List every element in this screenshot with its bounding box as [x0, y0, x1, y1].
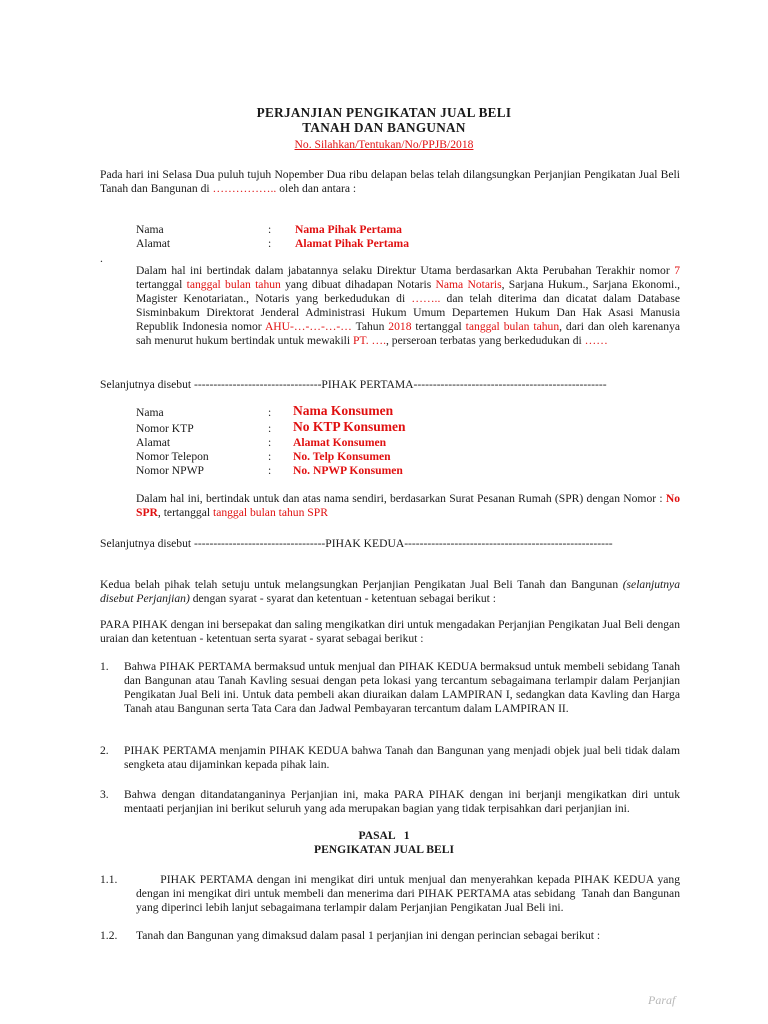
party1-field-value: Alamat Pihak Pertama	[295, 237, 409, 250]
party1-desc-text: Dalam hal ini bertindak dalam jabatannya selaku Direktur Utama berdasarkan Akta Perubahan Terakhir nomor	[136, 264, 675, 277]
party1-desc-text: , perseroan terbatas yang berkedudukan di	[386, 334, 585, 347]
party2-field-row	[136, 450, 696, 464]
list-item-text: Bahwa dengan ditandatanganinya Perjanjian ini, maka PARA PIHAK dengan ini berjanji mengikatkan diri untuk mentaati perjanjian ini berikut seluruh yang ada merupakan bagian yang tidak terpisahkan dari perjanjian ini.	[124, 788, 680, 815]
party2-field-label: Nama	[136, 406, 164, 419]
akta-number: 7	[674, 264, 680, 277]
paraf-label: Paraf	[648, 993, 676, 1007]
party2-field-value: No. NPWP Konsumen	[293, 464, 403, 477]
list-item-number: 2.	[100, 744, 109, 757]
party1-field-colon: :	[268, 237, 272, 250]
party2-description	[136, 492, 680, 520]
party2-field-value: Alamat Konsumen	[293, 436, 387, 449]
party1-desc-text: yang dibuat dihadapan Notaris	[280, 278, 436, 291]
akta-date: tanggal bulan tahun	[186, 278, 281, 291]
pasal-item-number: 1.1.	[100, 873, 118, 886]
party2-field-row	[136, 404, 696, 420]
party2-field-label: Alamat	[136, 436, 171, 449]
party1-desc-text: dan telah diterima dan dicatat dalam Database Sisminbakum Direktorat Jenderal Administrasi Hukum Umum Departemen Hukum Dan Hak Asasi Manusia Republik Indonesia nomor	[136, 292, 680, 333]
intro-text-1: Pada hari ini Selasa Dua puluh tujuh Nopember Dua ribu delapan belas telah dilangsungkan Perjanjian Pengikatan Jual Beli Tanah dan Bangunan di	[100, 168, 680, 195]
party2-field-row	[136, 464, 696, 478]
agreement-italic-note: (selanjutnya disebut Perjanjian)	[100, 578, 680, 605]
party1-desc-text: tertanggal	[136, 278, 187, 291]
party2-field-value: Nama Konsumen	[293, 403, 394, 418]
party1-field-label: Alamat	[136, 237, 171, 250]
pasal-1-item	[100, 929, 680, 943]
ahu-date: tanggal bulan tahun	[465, 320, 560, 333]
party1-description	[136, 264, 680, 348]
party2-field-colon: :	[268, 450, 272, 463]
pasal-item-text: Tanah dan Bangunan yang dimaksud dalam pasal 1 perjanjian ini dengan perincian sebagai berikut :	[136, 929, 601, 942]
party2-closing-line: Selanjutnya disebut ----------------------------------PIHAK KEDUA------------------------------------------------------	[100, 537, 613, 550]
pasal-1-title: PASAL 1	[358, 829, 410, 842]
party1-desc-text: , Sarjana Hukum., Sarjana Ekonomi., Magister Kenotariatan., Notaris yang berkedudukan di	[136, 278, 681, 305]
party1-desc-text: Tahun	[351, 320, 389, 333]
intro-paragraph	[100, 168, 680, 196]
party2-field-colon: :	[268, 464, 272, 477]
agreement-list-item	[100, 660, 680, 716]
party1-field-label: Nama	[136, 223, 164, 236]
agreement-paragraph-1	[100, 578, 680, 606]
party1-desc-text: , dari dan oleh karenanya sah menurut hukum bertindak untuk mewakili	[136, 320, 681, 347]
party2-field-value: No. Telp Konsumen	[293, 450, 391, 463]
list-item-text: PIHAK PERTAMA menjamin PIHAK KEDUA bahwa Tanah dan Bangunan yang menjadi objek jual beli tidak dalam sengketa atau dijaminkan kepada pihak lain.	[124, 744, 680, 771]
list-item-text: Bahwa PIHAK PERTAMA bermaksud untuk menjual dan PIHAK KEDUA bermaksud untuk membeli sebidang Tanah dan Bangunan atau Tanah Kavling sesuai dengan peta lokasi yang tercantum sebagaimana terlampir dalam Perjanjian Pengikatan Jual Beli ini. Untuk data pembeli akan diuraikan dalam LAMPIRAN I, sedangkan data Kavling dan Harga Tanah atau Bangunan serta Tata Cara dan Jadwal Pembayaran tercantum dalam LAMPIRAN II.	[124, 660, 680, 715]
party2-field-colon: :	[268, 436, 272, 449]
notaris-name: Nama Notaris	[435, 278, 502, 291]
party1-desc-text: tertanggal	[411, 320, 466, 333]
company-name: PT. ….	[353, 334, 386, 347]
party2-field-label: Nomor Telepon	[136, 450, 209, 463]
pasal-1-subtitle: PENGIKATAN JUAL BELI	[313, 843, 454, 856]
agreement-paragraph-2: PARA PIHAK dengan ini bersepakat dan saling mengikatkan diri untuk mengadakan Perjanjian Pengikatan Jual Beli dengan uraian dan ketentuan - ketentuan serta syarat - syarat sebagai berikut :	[100, 618, 680, 645]
spr-date: tanggal bulan tahun SPR	[212, 506, 328, 519]
party1-field-value: Nama Pihak Pertama	[295, 223, 402, 236]
party2-field-row	[136, 436, 696, 450]
party1-field-row	[136, 237, 696, 251]
party2-desc-text: Dalam hal ini, bertindak untuk dan atas nama sendiri, berdasarkan Surat Pesanan Rumah (SPR) dengan Nomor :	[136, 492, 666, 505]
agreement-text: Kedua belah pihak telah setuju untuk melangsungkan Perjanjian Pengikatan Jual Beli Tanah dan Bangunan	[100, 578, 623, 591]
agreement-list-item	[100, 788, 680, 816]
pasal-1-item	[100, 873, 683, 915]
party2-field-colon: :	[268, 406, 272, 419]
party2-desc-text: , tertanggal	[157, 506, 213, 519]
doc-number: No. Silahkan/Tentukan/No/PPJB/2018	[294, 138, 474, 151]
intro-place-placeholder: ……………..	[212, 182, 277, 195]
pasal-item-text: PIHAK PERTAMA dengan ini mengikat diri untuk menjual dan menyerahkan kepada PIHAK KEDUA yang dengan ini mengikat diri untuk membeli dan menerima dari PIHAK PERTAMA atas sebidang Tanah dan Bangunan yang diperinci lebih lanjut sebagaimana terlampir dalam Perjanjian Pengikatan Jual Beli ini.	[136, 873, 683, 914]
party1-closing-line: Selanjutnya disebut ---------------------------------PIHAK PERTAMA--------------------------------------------------	[100, 378, 607, 391]
party2-field-label: Nomor KTP	[136, 422, 194, 435]
party2-field-colon: :	[268, 422, 272, 435]
spr-number: No SPR	[136, 492, 680, 519]
party1-field-row	[136, 223, 696, 237]
party2-field-row	[136, 420, 696, 436]
party1-field-colon: :	[268, 223, 272, 236]
notaris-location: ……..	[411, 292, 441, 305]
doc-title-line-1: PERJANJIAN PENGIKATAN JUAL BELI	[256, 105, 512, 120]
stray-dot: .	[100, 252, 103, 265]
list-item-number: 3.	[100, 788, 109, 801]
company-location: ……	[584, 334, 608, 347]
intro-text-2: oleh dan antara :	[276, 182, 357, 195]
ahu-year: 2018	[388, 320, 412, 333]
ahu-number: AHU-…-…-…-…	[264, 320, 352, 333]
agreement-text: dengan syarat - syarat dan ketentuan - ketentuan sebagai berikut :	[189, 592, 496, 605]
party2-field-label: Nomor NPWP	[136, 464, 204, 477]
party2-field-value: No KTP Konsumen	[293, 419, 406, 434]
party1-fields	[136, 223, 696, 251]
agreement-list-item	[100, 744, 680, 772]
doc-title-line-2: TANAH DAN BANGUNAN	[302, 120, 466, 135]
list-item-number: 1.	[100, 660, 109, 673]
party2-fields	[136, 404, 696, 478]
pasal-item-number: 1.2.	[100, 929, 118, 942]
